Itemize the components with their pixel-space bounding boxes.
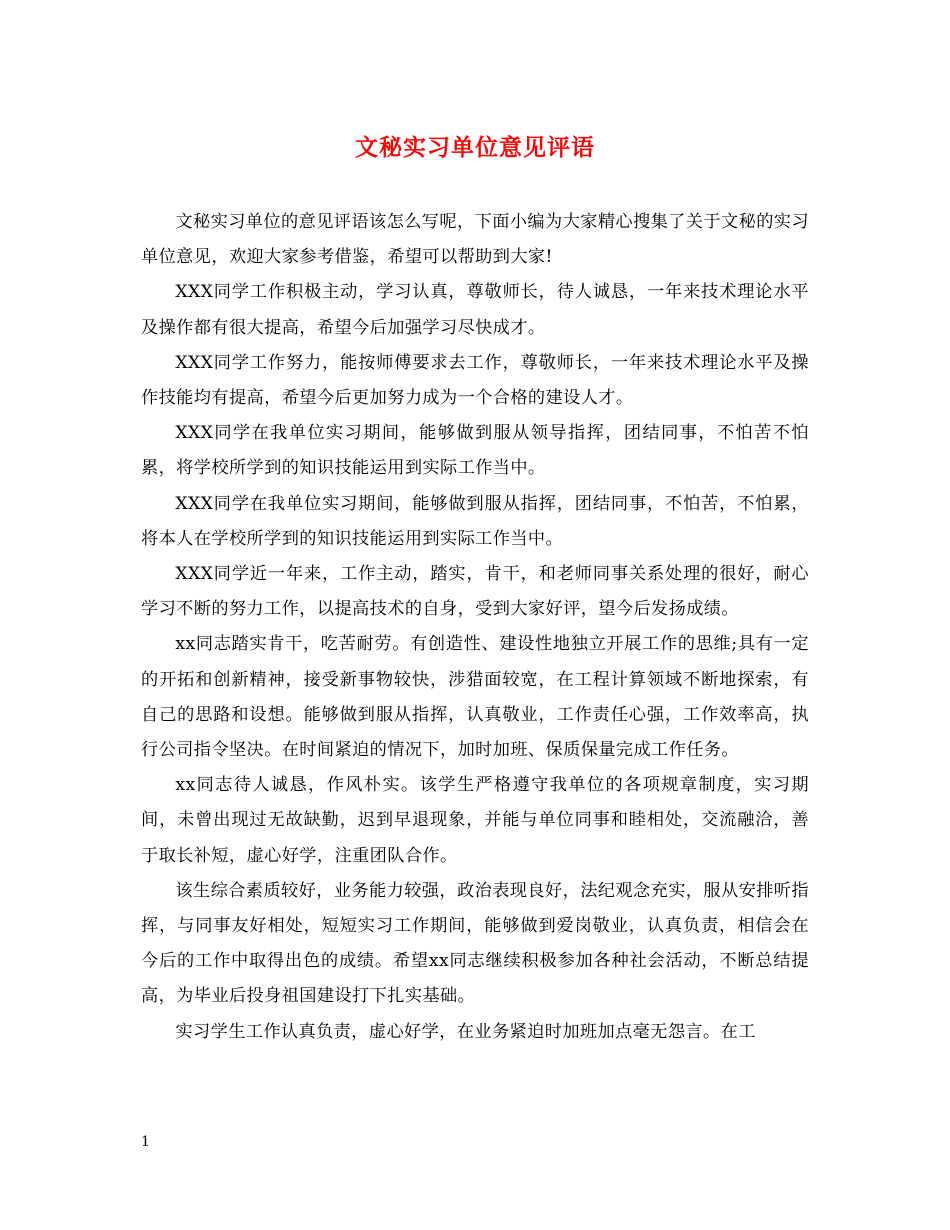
document-title: 文秘实习单位意见评语 <box>355 134 595 161</box>
page-number: 1 <box>141 1134 150 1150</box>
paragraph: 实习学生工作认真负责，虚心好学，在业务紧迫时加班加点毫无怨言。在工 <box>175 1021 756 1042</box>
paragraph: XXX同学在我单位实习期间，能够做到服从指挥，团结同事，不怕苦，不怕累，将本人在学校所学到的知识技能运用到实际工作当中。 <box>141 493 809 549</box>
document-body <box>141 205 809 1050</box>
paragraph: xx同志踏实肯干，吃苦耐劳。有创造性、建设性地独立开展工作的思维;具有一定的开拓和创新精神，接受新事物较快，涉猎面较宽，在工程计算领域不断地探索，有自己的思路和设想。能够做到服从指挥，认真敬业，工作责任心强，工作效率高，执行公司指令坚决。在时间紧迫的情况下，加时加班、保质保量完成工作任务。 <box>141 634 809 761</box>
paragraph: xx同志待人诚恳，作风朴实。该学生严格遵守我单位的各项规章制度，实习期间，未曾出现过无故缺勤，迟到早退现象，并能与单位同事和睦相处，交流融洽，善于取长补短，虚心好学，注重团队合作。 <box>141 775 809 866</box>
paragraph: XXX同学工作积极主动，学习认真，尊敬师长，待人诚恳，一年来技术理论水平及操作都有很大提高，希望今后加强学习尽快成才。 <box>141 282 809 338</box>
paragraph: XXX同学近一年来，工作主动，踏实，肯干，和老师同事关系处理的很好，耐心学习不断的努力工作，以提高技术的自身，受到大家好评，望今后发扬成绩。 <box>141 564 809 620</box>
paragraph: XXX同学在我单位实习期间，能够做到服从领导指挥，团结同事，不怕苦不怕累，将学校所学到的知识技能运用到实际工作当中。 <box>141 423 809 479</box>
paragraph: 该生综合素质较好，业务能力较强，政治表现良好，法纪观念充实，服从安排听指挥，与同事友好相处，短短实习工作期间，能够做到爱岗敬业，认真负责，相信会在今后的工作中取得出色的成绩。希望xx同志继续积极参加各种社会活动，不断总结提高，为毕业后投身祖国建设打下扎实基础。 <box>141 880 809 1007</box>
paragraph: XXX同学工作努力，能按师傅要求去工作，尊敬师长，一年来技术理论水平及操作技能均有提高，希望今后更加努力成为一个合格的建设人才。 <box>141 352 809 409</box>
paragraph: 文秘实习单位的意见评语该怎么写呢，下面小编为大家精心搜集了关于文秘的实习单位意见，欢迎大家参考借鉴，希望可以帮助到大家! <box>141 212 809 268</box>
